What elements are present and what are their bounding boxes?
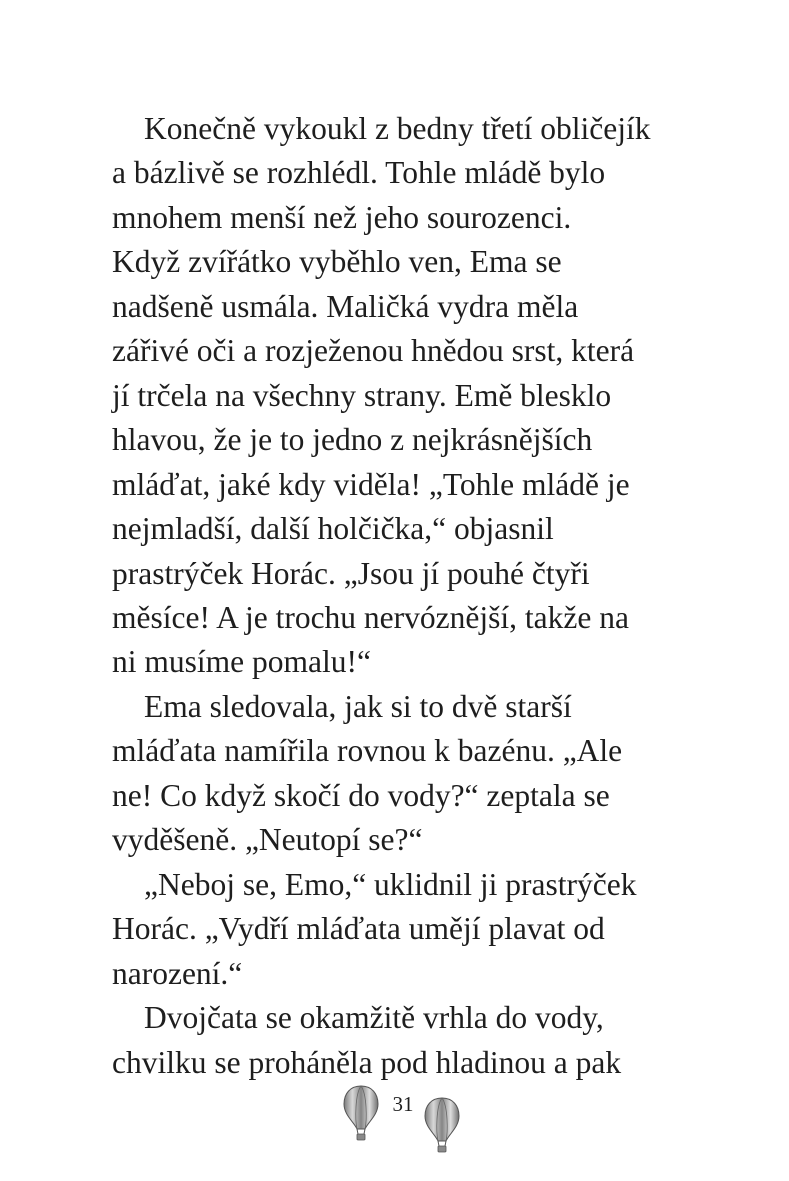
page-number: 31 bbox=[392, 1092, 414, 1116]
text-line-15: mláďata namířila rovnou k bazénu. „Ale bbox=[112, 733, 623, 769]
text-line-18: „Neboj se, Emo,“ uklidnil ji prastrýček bbox=[144, 866, 637, 902]
hot-air-balloon-icon bbox=[342, 1084, 380, 1142]
text-line-22: chvilku se proháněla pod hladinou a pak bbox=[112, 1044, 622, 1080]
text-line-6: zářivé oči a rozježenou hnědou srst, která bbox=[112, 333, 635, 369]
text-line-8: hlavou, že je to jedno z nejkrásnějších bbox=[112, 422, 593, 458]
text-line-10: nejmladší, další holčička,“ objasnil bbox=[112, 511, 554, 547]
text-line-13: ni musíme pomalu!“ bbox=[112, 644, 371, 680]
text-line-11: prastrýček Horác. „Jsou jí pouhé čtyři bbox=[112, 555, 590, 591]
text-line-21: Dvojčata se okamžitě vrhla do vody, bbox=[144, 1000, 604, 1036]
text-line-4: Když zvířátko vyběhlo ven, Ema se bbox=[112, 244, 562, 280]
text-line-9: mláďat, jaké kdy viděla! „Tohle mládě je bbox=[112, 466, 630, 502]
text-line-17: vyděšeně. „Neutopí se?“ bbox=[112, 822, 423, 858]
text-line-19: Horác. „Vydří mláďata umějí plavat od bbox=[112, 911, 605, 947]
text-line-1: Konečně vykoukl z bedny třetí obličejík bbox=[144, 111, 651, 146]
text-line-3: mnohem menší než jeho sourozenci. bbox=[112, 199, 572, 235]
hot-air-balloon-icon bbox=[423, 1096, 461, 1154]
text-line-20: narození.“ bbox=[112, 955, 243, 991]
text-line-14: Ema sledovala, jak si to dvě starší bbox=[144, 688, 572, 724]
text-line-12: měsíce! A je trochu nervóznější, takže na bbox=[112, 599, 629, 635]
text-line-2: a bázlivě se rozhlédl. Tohle mládě bylo bbox=[112, 155, 606, 191]
text-line-7: jí trčela na všechny strany. Emě blesklo bbox=[112, 377, 612, 413]
text-line-5: nadšeně usmála. Maličká vydra měla bbox=[112, 288, 579, 324]
page-footer bbox=[0, 1082, 789, 1152]
body-text bbox=[112, 107, 712, 1085]
text-line-16: ne! Co když skočí do vody?“ zeptala se bbox=[112, 777, 610, 813]
